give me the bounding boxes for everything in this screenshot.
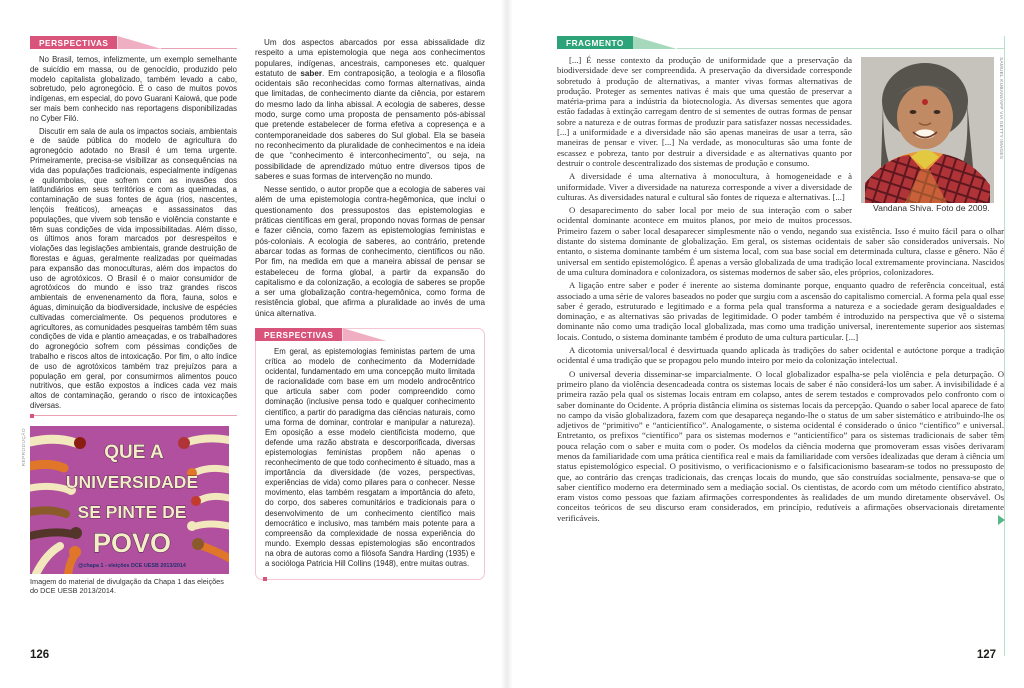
fragmento-section xyxy=(557,36,1005,656)
left-column-1 xyxy=(22,36,237,595)
fragmento-label: FRAGMENTO xyxy=(557,36,633,49)
continuation-arrow-icon xyxy=(998,515,1005,525)
poster-figure xyxy=(22,426,229,595)
poster-image xyxy=(30,426,229,574)
fragment-paragraph: O universal deveria disseminar-se imparcialmente. O local globalizador espalha-se pela violência e pela deturpação. O primeiro plano da violência desencadeada contra os sistemas locais de saber é não considerá-los um saber. A invisibilidade é a primeira razão pela qual os sistemas locais entram em colapso, antes de serem testados e comprovados pelo confronto com o saber dominante do Ocidente. A própria distância elimina os sistemas locais da percepção. Quando o saber local aparece de fato no campo da visão globalizadora, fazem com que desapareça negando-lhe o status de um saber sistemático e atribuindo-lhe os adjetivos de “primitivo” e “anticientífico”. Analogamente, o sistema ocidental é considerado o único “científico” e universal. Entretanto, os prefixos “científico” para os sistemas modernos e “anticientífico” para os sistemas tradicionais de saber têm pouca relação com o saber e muita com o poder. Os modelos da ciência moderna que promoveram essas visões derivaram menos da familiaridade com uma prática científica real e mais da familiaridade com versões idealizadas que deram à ciência um status epistemológico especial. O positivismo, o verificacionismo e o falsificacionismo basearam-se todos no pressuposto de que, ao contrário das crenças tradicionais, das crenças locais do mundo, que são construídas socialmente, pensava-se que o saber científico moderno era determinado sem a mediação social. Os cientistas, de acordo com um método científico abstrato, eram vistos como pessoas que faziam afirmações correspondentes às realidades de um mundo diretamente observável. Os conceitos teóricos de seu discurso eram considerados, em princípio, redutíveis a afirmações observacionais diretamente verificáveis. xyxy=(557,368,1004,523)
header-banner-shape xyxy=(342,328,386,341)
poster-line-3: SE PINTE DE xyxy=(77,501,187,522)
perspectivas-label: PERSPECTIVAS xyxy=(30,36,117,49)
perspectivas-box xyxy=(255,328,485,580)
page-number-left: 126 xyxy=(30,649,50,661)
page-number-right: 127 xyxy=(976,649,996,661)
photo-credit: SAMUEL KUBANI/AFP VIA GETTY IMAGES xyxy=(998,57,1003,160)
poster-line-1: QUE A xyxy=(104,441,164,463)
reproduction-credit: REPRODUÇÃO xyxy=(22,427,27,467)
vandana-shiva-photo xyxy=(861,57,994,203)
header-rule xyxy=(677,48,1004,49)
header-banner-shape xyxy=(117,36,161,49)
perspectivas-label: PERSPECTIVAS xyxy=(255,328,342,341)
body-paragraph: Discutir em sala de aula os impactos sociais, ambientais e de saúde pública do modelo de agricultura do agronegócio adotado no Brasil é um tema urgente. Primeiramente, precisa-se visibilizar as consequências na vida das populações tradicionais, especialmente indígenas e quilombolas, que sofrem com as invasões dos latifundiários em seus territórios e com as queimadas, a contaminação de suas fontes de água (rios, nascentes, lençóis freáticos), ameaças e assassinatos das populações, que vivem sob tensão e violência constante e têm suas condições de vida impossibilitadas. Além disso, os últimos anos foram marcados por desrespeitos e violações das legislações ambientais, grande destruição de florestas e águas, geralmente realizadas por queimadas para expansão das monoculturas, além dos impactos do uso de agrotóxicos. O Brasil é o maior consumidor de agrotóxicos do mundo e isso traz grandes riscos ambientais de envenenamento da flora, fauna, solos e águas, diminuição da biodiversidade, inclusive de espécies cultivadas comercialmente. Os pequenos produtores e agricultores, as comunidades pesqueiras também têm suas condições de vida e plantio ameaçadas, e os trabalhadores do agronegócio sofrem com péssimas condições de trabalho e riscos altos de intoxicação. Por fim, o alto índice de uso de agrotóxicos também traz prejuízos para a população em geral, por consumirmos alimentos pouco nutritivos, que estão expostos a índices cada vez mais altos de contaminação, gerando o risco de intoxicações diversas. xyxy=(30,126,237,410)
page-left xyxy=(0,0,506,688)
paragraph-text: . Em contraposição, a teologia e a filosofia ocidentais são reconhecidas como formas alternativas, ainda que limitadas, de conhecimento diante da ciência, por estarem do mesmo lado da linha abissal. A ecologia de saberes, desse modo, surge como uma proposta de pensamento pós-abissal que pretende estabelecer de forma efetiva a copresença e a contemporaneidade dos saberes do Sul global. Ela se baseia no reconhecimento da pluralidade de conhecimentos e na ideia de que “conhecimento é interconhecimento”, ou seja, na possibilidade de aprendizado mútuo entre diversos tipos de saberes e suas formas de intervenção no mundo. xyxy=(255,68,485,181)
fragment-paragraph: A dicotomia universal/local é desvirtuada quando aplicada às tradições do saber ocidental e autóctone porque a tradição ocidental é uma tradição que se propagou pelo mundo inteiro por meio da colonização intelectual. xyxy=(557,345,1004,366)
box-end-mark xyxy=(263,577,267,581)
fragment-paragraph: [...] É nesse contexto da produção de uniformidade que a preservação da biodiversidade deve ser compreendida. A preservação da diversidade corresponde sobretudo à produção de alternativas, a manter vivas formas alternativas de produção. Proteger as sementes nativas é mais que uma questão de preservar a matéria-prima para a indústria da biotecnologia. As diversas sementes que agora estão fadadas à extinção carregam dentro de si sementes de outras formas de pensar sobre a natureza e de outras formas de produzir para satisfazer nossas necessidades. [...] a uniformidade e a diversidade não são apenas maneiras de usar a terra, são maneiras de pensar e viver. [...] Na verdade, as monoculturas são uma fonte de escassez e pobreza, tanto por destruir a diversidade e as alternativas quanto por destruir o controle descentralizado dos sistemas de produção e consumo. xyxy=(557,55,852,168)
photo-caption: Vandana Shiva. Foto de 2009. xyxy=(873,203,990,213)
body-paragraph: No Brasil, temos, infelizmente, um exemplo semelhante de suicídio em massa, ou de genocídio, produzido pelo modelo capitalista globalizado, também levado a cabo, sobretudo, pelo agronegócio. É o caso de muitos povos indígenas, em especial, do povo Guarani Kaiowá, que pode ser mais bem conhecido nas reportagens disponibilizadas no Cyber Filó. xyxy=(30,55,237,123)
left-column-2 xyxy=(255,38,485,580)
body-paragraph: Nesse sentido, o autor propõe que a ecologia de saberes vai além de uma epistemologia contra-hegêmonica, que inclui o questionamento dos pressupostos das epistemologias e práticas científicas em geral, propondo novas formas de pensar e fazer ciência, como fazem as epistemologias feministas e pós-coloniais. A ecologia de saberes, ao contrário, pretende abarcar todas as formas de conhecimento, científicos ou não. Por fim, na medida em que a maneira abissal de pensar se estabeleceu de forma global, a partir da expansão do capitalismo e da colonização, a ecologia de saberes se propõe a ser uma globalização contra-hegemônica, como forma de resistência global, que afirma a pluralidade ao invés de uma única alternativa. xyxy=(255,185,485,318)
poster-line-4: POVO xyxy=(92,527,172,558)
perspectivas-header-2 xyxy=(255,328,478,341)
header-rule xyxy=(161,48,237,49)
header-banner-shape xyxy=(633,36,677,49)
vandana-shiva-figure xyxy=(861,57,1003,216)
page-right xyxy=(512,0,1024,688)
poster-line-2: UNIVERSIDADE xyxy=(65,471,199,492)
fragment-paragraph: A ligação entre saber e poder é inerente ao sistema dominante porque, enquanto quadro de referência conceitual, está associado a uma série de valores baseados no poder que surgiu com a ascensão do capitalismo comercial. A forma pela qual esse saber é gerado, estruturado e legitimado e a forma pela qual transforma a natureza e a sociedade geram desigualdades e dominação, e as alternativas são privadas de legitimidade. O poder também é introduzido na perspectiva que vê o sistema dominante não como uma tradição local globalizada, mas como uma tradição universal, inerentemente superior aos sistemas locais. Contudo, o sistema dominante também é produto de uma cultura particular. [...] xyxy=(557,280,1004,342)
poster-caption: Imagem do material de divulgação da Chapa 1 das eleições do DCE UESB 2013/2014. xyxy=(30,576,224,595)
bold-term: saber xyxy=(300,68,323,78)
box-paragraph: Em geral, as epistemologias feministas partem de uma crítica ao modelo de conhecimento da Modernidade ocidental, fundamentado em uma concepção muito limitada de racionalidade com base em um modelo androcêntrico que articula saber com poder compreendido como dominação (inclusive pensa todo e qualquer conhecimento científico, a partir do paradigma das ciências naturais, como uma forma de dominar, controlar e manipular a natureza). Em oposição a esse modelo cientificista moderno, que defende uma razão abstrata e descorporificada, diversas epistemologias feministas propõem não apenas o reconhecimento de que todo conhecimento é situado, mas a importância da diversidade (de vozes, perspectivas, experiências de vida) como pilares para o conhecer. Nesse movimento, elas também resgatam a importância do afeto, do corpo, dos saberes comunitários e tradicionais para o desenvolvimento de um conhecimento científico mais democrático e inclusivo, mas também mais potente para a compreensão da complexidade de nossa experiência do mundo. Exemplo dessas epistemologias são encontrados na obra de autoras como a filósofa Sandra Harding (1935) e a socióloga Patricia Hill Collins (1948), entre muitas outras. xyxy=(265,347,475,568)
body-paragraph xyxy=(255,38,485,182)
section-end-rule xyxy=(30,414,237,418)
perspectivas-header-1 xyxy=(30,36,237,49)
fragment-paragraph: O desaparecimento do saber local por meio de sua interação com o saber ocidental dominante acontece em muitos planos, por meio de muitos processos. Primeiro fazem o saber local desaparecer simplesmente não o vendo, negando sua existência. Isso é muito fácil para o olhar distante do sistema dominante de globalização. Em geral, os sistemas ocidentais de saber são considerados universais. No entanto, o sistema dominante também é um sistema local, com sua base social em determinada cultura, classe e gênero. Não é universal em sentido epistemológico. É apenas a versão globalizada de uma tradição local extremamente provinciana. Nascidos de uma cultura dominadora e colonizadora, os sistemas modernos de saber são, eles próprios, colonizadores. xyxy=(557,205,1004,277)
fragment-paragraph: A diversidade é uma alternativa à monocultura, à homogeneidade e à uniformidade. Viver a diversidade na natureza corresponde a viver a diversidade de culturas. As diversidades natural e cultural são fontes de riqueza e alternativas. [...] xyxy=(557,171,852,202)
fragmento-header xyxy=(557,36,1004,49)
fragmento-body xyxy=(557,55,1004,523)
paragraph-text: Um dos aspectos abarcados por essa abissalidade diz respeito a uma epistemologia que nega aos conhecimentos populares, indígenas, ancestrais, camponeses etc. qualquer estatuto de xyxy=(255,38,485,78)
poster-subline: @chapa 1 - eleições DCE UESB 2013/2014 xyxy=(78,562,186,569)
